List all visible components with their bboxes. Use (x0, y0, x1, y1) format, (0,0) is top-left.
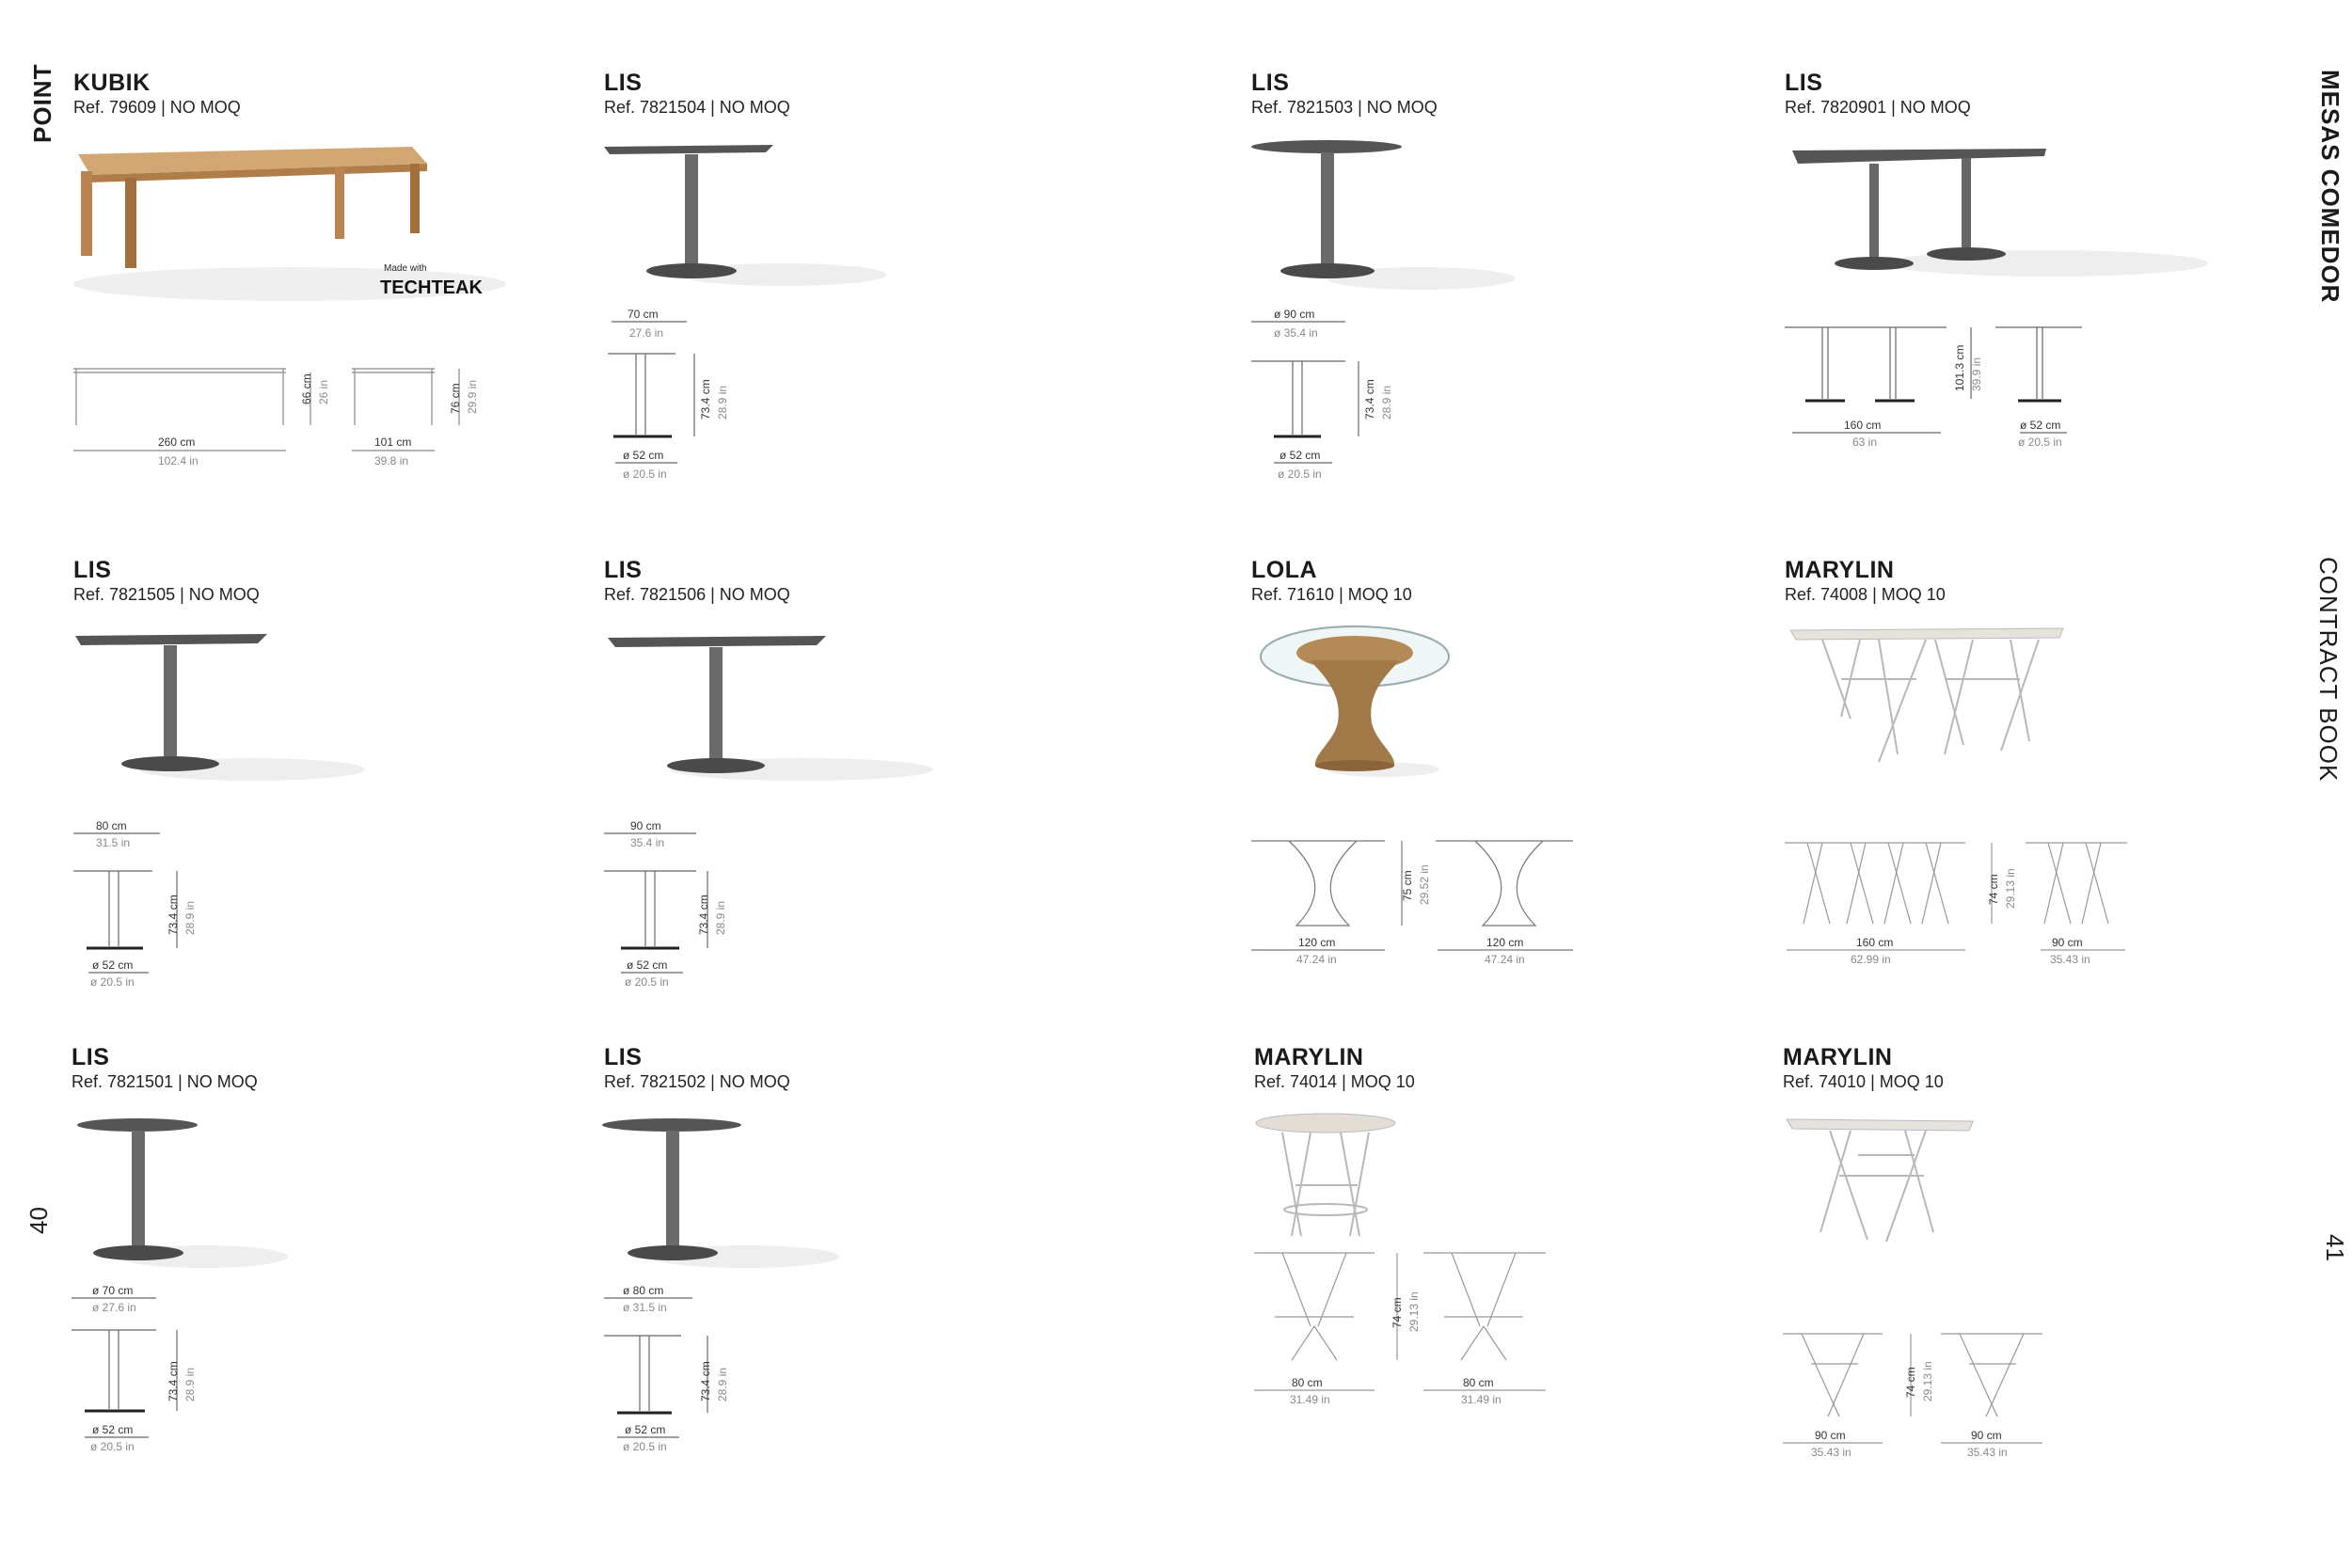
dimension-label: 80 cm (1292, 1376, 1323, 1389)
kubik-illustration (73, 70, 600, 502)
product-card-lis-7821503 (1251, 70, 1778, 540)
dimension-label: 102.4 in (158, 454, 199, 467)
product-ref: Ref. 7821502 | NO MOQ (604, 1072, 790, 1091)
product-card-lola (1251, 557, 1778, 1027)
dimension-label: ø 20.5 in (623, 467, 667, 481)
dimension-label: 28.9 in (716, 385, 729, 420)
dimension-label: ø 20.5 in (90, 1440, 135, 1453)
dimension-label: 75 cm (1401, 870, 1414, 901)
dimension-label: 76 cm (449, 383, 462, 414)
product-name: MARYLIN (1785, 557, 1895, 583)
marylin-round-illustration (1254, 1044, 1781, 1477)
product-ref: Ref. 7820901 | NO MOQ (1785, 98, 1971, 117)
product-ref: Ref. 74008 | MOQ 10 (1785, 585, 1946, 604)
product-name: LIS (1251, 70, 1290, 96)
dimension-label: ø 20.5 in (90, 975, 135, 989)
dimension-label: 73.4 cm (699, 1361, 712, 1402)
product-ref: Ref. 7821505 | NO MOQ (73, 585, 260, 604)
dimension-label: 80 cm (96, 819, 127, 832)
dimension-label: ø 52 cm (627, 958, 668, 972)
product-name: LIS (73, 557, 112, 583)
dimension-label: 39.8 in (374, 454, 409, 467)
product-name: LIS (604, 1044, 643, 1070)
product-card-kubik (73, 70, 600, 540)
dimension-label: 35.43 in (1811, 1446, 1851, 1459)
techteak-logo: TECHTEAK (380, 277, 483, 298)
dimension-label: ø 20.5 in (2018, 436, 2062, 449)
dimension-label: 28.9 in (716, 1367, 729, 1402)
product-name: LOLA (1251, 557, 1318, 583)
dimension-label: ø 52 cm (1279, 449, 1321, 462)
logo-made-with: Made with (384, 263, 427, 274)
dimension-label: ø 20.5 in (623, 1440, 667, 1453)
dimension-label: 74 cm (1904, 1367, 1917, 1398)
product-name: MARYLIN (1254, 1044, 1364, 1070)
product-ref: Ref. 79609 | NO MOQ (73, 98, 241, 117)
product-name: LIS (1785, 70, 1823, 96)
section-title: MESAS COMEDOR (2316, 70, 2344, 304)
dimension-label: 120 cm (1486, 936, 1524, 949)
dimension-label: 35.4 in (630, 836, 665, 849)
page-number-right: 41 (2321, 1234, 2349, 1261)
dimension-label: 70 cm (628, 308, 659, 321)
product-ref: Ref. 7821506 | NO MOQ (604, 585, 790, 604)
dimension-label: 28.9 in (1380, 385, 1393, 420)
dimension-label: 90 cm (1971, 1429, 2002, 1442)
lola-illustration (1251, 557, 1778, 990)
lis-round-illustration (1251, 70, 1778, 502)
product-card-lis-7821506 (604, 557, 1131, 1027)
dimension-label: 31.49 in (1461, 1393, 1502, 1406)
marylin-rect-illustration (1785, 557, 2312, 990)
product-card-lis-7821504 (604, 70, 1131, 540)
dimension-label: ø 52 cm (92, 958, 134, 972)
marylin-square-illustration (1783, 1044, 2310, 1477)
dimension-label: 90 cm (1815, 1429, 1846, 1442)
dimension-label: 90 cm (630, 819, 661, 832)
dimension-label: 28.9 in (183, 1367, 197, 1402)
product-card-lis-7821505 (73, 557, 600, 1027)
dimension-label: 27.6 in (629, 326, 664, 340)
dimension-label: ø 35.4 in (1274, 326, 1318, 340)
dimension-label: 80 cm (1463, 1376, 1494, 1389)
dimension-label: 47.24 in (1485, 953, 1525, 966)
dimension-label: 73.4 cm (1363, 379, 1376, 420)
dimension-label: 260 cm (158, 436, 196, 449)
dimension-label: 74 cm (1987, 874, 2000, 905)
product-card-marylin-74008 (1785, 557, 2312, 1027)
dimension-label: 29.13 in (1407, 1291, 1421, 1332)
product-ref: Ref. 7821504 | NO MOQ (604, 98, 790, 117)
lis-rect-illustration (1785, 70, 2312, 502)
product-name: LIS (72, 1044, 110, 1070)
lis-round-illustration (604, 1044, 1131, 1477)
dimension-label: 29.13 in (2004, 868, 2017, 909)
brand-label: POINT (28, 63, 56, 143)
lis-square-illustration (73, 557, 600, 990)
dimension-label: 160 cm (1856, 936, 1894, 949)
dimension-label: 73.4 cm (697, 895, 710, 935)
dimension-label: 101.3 cm (1953, 344, 1966, 391)
dimension-label: ø 70 cm (92, 1284, 134, 1297)
lis-round-illustration (72, 1044, 598, 1477)
dimension-label: ø 52 cm (625, 1423, 666, 1436)
dimension-label: ø 31.5 in (623, 1301, 667, 1314)
dimension-label: 90 cm (2052, 936, 2083, 949)
product-ref: Ref. 7821503 | NO MOQ (1251, 98, 1438, 117)
product-card-lis-7820901 (1785, 70, 2312, 540)
dimension-label: 35.43 in (2050, 953, 2090, 966)
dimension-label: ø 90 cm (1274, 308, 1315, 321)
book-title: CONTRACT BOOK (2314, 557, 2343, 783)
lis-square-illustration (604, 557, 1131, 990)
dimension-label: 35.43 in (1967, 1446, 2008, 1459)
dimension-label: ø 20.5 in (1278, 467, 1322, 481)
product-card-lis-7821502 (604, 1044, 1131, 1514)
product-ref: Ref. 74010 | MOQ 10 (1783, 1072, 1944, 1091)
dimension-label: 29.9 in (466, 379, 479, 414)
dimension-label: 74 cm (1391, 1297, 1404, 1328)
dimension-label: ø 20.5 in (625, 975, 669, 989)
dimension-label: 26 in (317, 379, 330, 404)
dimension-label: 29.52 in (1418, 864, 1431, 905)
dimension-label: 62.99 in (1851, 953, 1891, 966)
product-name: LIS (604, 557, 643, 583)
dimension-label: 29.13 in (1921, 1361, 1934, 1402)
dimension-label: ø 52 cm (2020, 419, 2061, 432)
dimension-label: 28.9 in (183, 900, 197, 935)
dimension-label: 31.49 in (1290, 1393, 1330, 1406)
page-number-left: 40 (24, 1207, 53, 1234)
dimension-label: 31.5 in (96, 836, 131, 849)
dimension-label: ø 27.6 in (92, 1301, 136, 1314)
dimension-label: 63 in (1852, 436, 1878, 449)
product-card-marylin-74014 (1254, 1044, 1781, 1514)
dimension-label: ø 52 cm (623, 449, 664, 462)
product-card-lis-7821501 (72, 1044, 598, 1514)
product-name: KUBIK (73, 70, 151, 96)
product-ref: Ref. 71610 | MOQ 10 (1251, 585, 1412, 604)
product-name: LIS (604, 70, 643, 96)
dimension-label: ø 52 cm (92, 1423, 134, 1436)
dimension-label: 73.4 cm (167, 895, 180, 935)
dimension-label: 160 cm (1844, 419, 1882, 432)
product-ref: Ref. 7821501 | NO MOQ (72, 1072, 258, 1091)
dimension-label: ø 80 cm (623, 1284, 664, 1297)
dimension-label: 28.9 in (714, 900, 727, 935)
dimension-label: 39.9 in (1970, 356, 1983, 391)
dimension-label: 66 cm (300, 373, 313, 404)
dimension-label: 120 cm (1298, 936, 1336, 949)
product-ref: Ref. 74014 | MOQ 10 (1254, 1072, 1415, 1091)
product-name: MARYLIN (1783, 1044, 1893, 1070)
dimension-label: 73.4 cm (167, 1361, 180, 1402)
product-card-marylin-74010 (1783, 1044, 2310, 1514)
lis-square-illustration (604, 70, 1131, 502)
dimension-label: 73.4 cm (699, 379, 712, 420)
dimension-label: 47.24 in (1296, 953, 1337, 966)
dimension-label: 101 cm (374, 436, 412, 449)
